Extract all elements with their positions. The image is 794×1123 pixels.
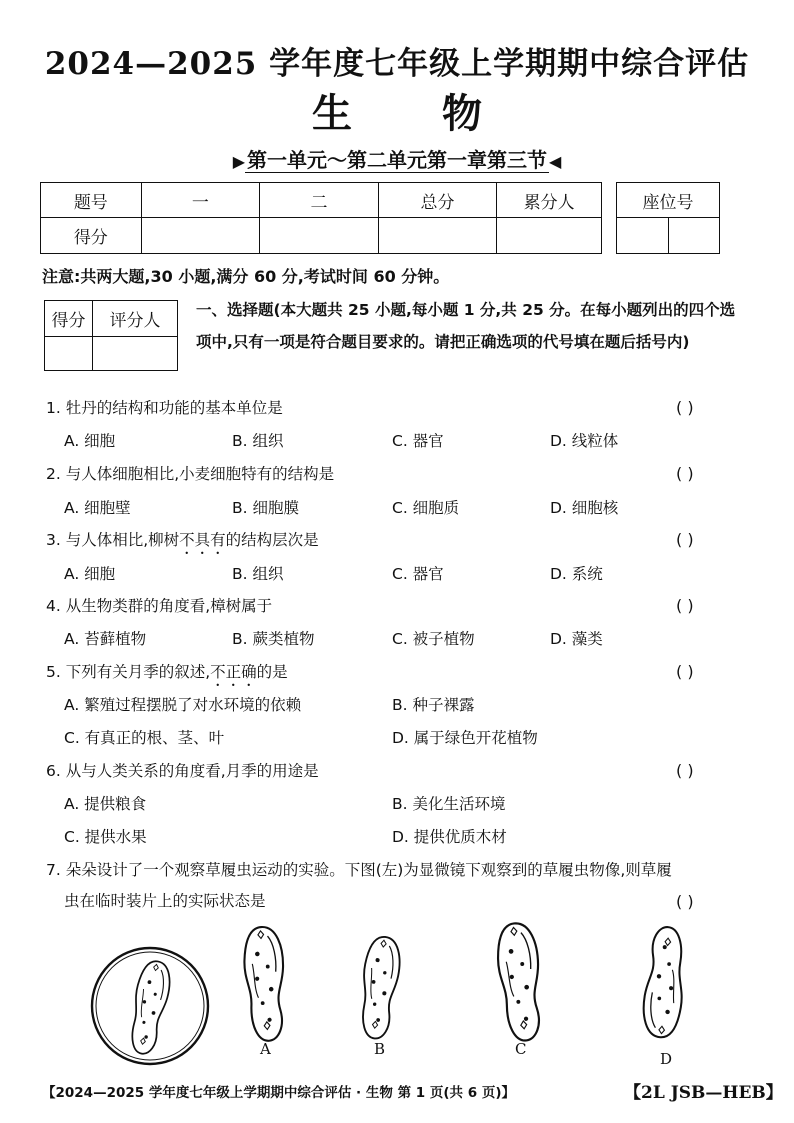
option-b: B. 细胞膜 [232, 499, 299, 517]
option-a: A. 苔藓植物 [64, 630, 147, 648]
option-d: D. 属于绿色开花植物 [392, 729, 538, 747]
option-a: A. 细胞壁 [64, 499, 131, 517]
option-c: C. 细胞质 [392, 499, 460, 517]
grader-box [44, 300, 178, 371]
option-a: A. 细胞 [64, 565, 116, 583]
score-cell[interactable] [378, 218, 497, 254]
answer-paren[interactable]: ( ) [676, 892, 694, 911]
option-b: B. 蕨类植物 [232, 630, 315, 648]
option-b: B. 组织 [232, 565, 284, 583]
paramecium-option-d [642, 926, 687, 1039]
exam-title: 2024—2025 学年度七年级上学期期中综合评估 [44, 46, 750, 82]
question-stem: 1. 牡丹的结构和功能的基本单位是 [46, 399, 283, 417]
option-d: D. 细胞核 [550, 499, 619, 517]
score-table-header: 一 [141, 183, 260, 218]
seat-cell[interactable] [668, 218, 720, 254]
question-stem: 2. 与人体细胞相比,小麦细胞特有的结构是 [46, 465, 335, 483]
option-d: D. 线粒体 [550, 432, 619, 450]
seat-table [616, 182, 720, 254]
option-d: D. 系统 [550, 565, 603, 583]
score-row-label: 得分 [41, 218, 142, 254]
question-stem: 4. 从生物类群的角度看,樟树属于 [46, 597, 273, 615]
score-cell[interactable] [497, 218, 602, 254]
figure-label-a: A [260, 1040, 271, 1058]
question-stem [46, 660, 288, 690]
stem-text: 5. 下列有关月季的叙述, [46, 663, 211, 681]
unit-text: 第一单元～第二单元第一章第三节 [247, 148, 547, 172]
option-b: B. 美化生活环境 [392, 795, 506, 813]
option-b: B. 组织 [232, 432, 284, 450]
figure-label-d: D [660, 1050, 673, 1068]
triangle-left-icon: ◀ [549, 152, 562, 171]
option-a: A. 细胞 [64, 432, 116, 450]
option-c: C. 被子植物 [392, 630, 475, 648]
unit-range [0, 144, 794, 173]
grader-score-label: 得分 [45, 301, 93, 337]
score-table-header: 题号 [41, 183, 142, 218]
paper-code: 【2L JSB—HEB】 [624, 1083, 783, 1103]
stem-text: 的结构层次是 [225, 531, 319, 549]
emphasis-text: 不正确 [210, 663, 257, 681]
option-c: C. 器官 [392, 432, 444, 450]
stem-text: 的是 [256, 663, 288, 681]
question-stem [46, 528, 319, 558]
figure-label-b: B [374, 1040, 386, 1058]
score-table [40, 182, 602, 254]
subject-title: 生物 [312, 90, 572, 137]
paramecium-figure [80, 918, 720, 1068]
score-table-header: 累分人 [497, 183, 602, 218]
page-footer: 【2024—2025 学年度七年级上学期期中综合评估 · 生物 第 1 页(共 6 页)】 [42, 1085, 516, 1101]
option-c: C. 提供水果 [64, 828, 147, 846]
question-stem-cont: 虫在临时装片上的实际状态是 [64, 892, 266, 910]
paramecium-option-a [242, 926, 289, 1042]
paramecium-option-c [494, 921, 546, 1042]
stem-text: 3. 与人体相比,柳树 [46, 531, 180, 549]
option-c: C. 有真正的根、茎、叶 [64, 729, 225, 747]
exam-notice: 注意:共两大题,30 小题,满分 60 分,考试时间 60 分钟。 [42, 267, 450, 286]
answer-paren[interactable]: ( ) [676, 464, 694, 483]
option-b: B. 种子裸露 [392, 696, 475, 714]
option-d: D. 提供优质木材 [392, 828, 507, 846]
option-d: D. 藻类 [550, 630, 603, 648]
score-table-header: 总分 [378, 183, 497, 218]
question-stem: 6. 从与人类关系的角度看,月季的用途是 [46, 762, 319, 780]
question-stem: 7. 朵朵设计了一个观察草履虫运动的实验。下图(左)为显微镜下观察到的草履虫物像,则草履 [46, 861, 672, 879]
figure-label-c: C [515, 1040, 527, 1058]
option-a: A. 提供粮食 [64, 795, 147, 813]
score-table-header: 二 [260, 183, 379, 218]
option-a: A. 繁殖过程摆脱了对水环境的依赖 [64, 696, 302, 714]
section-one-instructions: 一、选择题(本大题共 25 小题,每小题 1 分,共 25 分。在每小题列出的四个选项中,只有一项是符合题目要求的。请把正确选项的代号填在题后括号内) [196, 301, 736, 351]
grader-score-cell[interactable] [45, 337, 93, 371]
grader-name-label: 评分人 [93, 301, 178, 337]
emphasis-text: 不具有 [179, 531, 226, 549]
score-cell[interactable] [141, 218, 260, 254]
microscope-view [92, 948, 208, 1064]
seat-cell[interactable] [617, 218, 669, 254]
option-c: C. 器官 [392, 565, 444, 583]
answer-paren[interactable]: ( ) [676, 761, 694, 780]
grader-name-cell[interactable] [93, 337, 178, 371]
score-cell[interactable] [260, 218, 379, 254]
answer-paren[interactable]: ( ) [676, 530, 694, 549]
answer-paren[interactable]: ( ) [676, 662, 694, 681]
triangle-right-icon: ▶ [232, 152, 245, 171]
paramecium-option-b [357, 935, 402, 1040]
answer-paren[interactable]: ( ) [676, 398, 694, 417]
answer-paren[interactable]: ( ) [676, 596, 694, 615]
seat-label: 座位号 [617, 183, 720, 218]
